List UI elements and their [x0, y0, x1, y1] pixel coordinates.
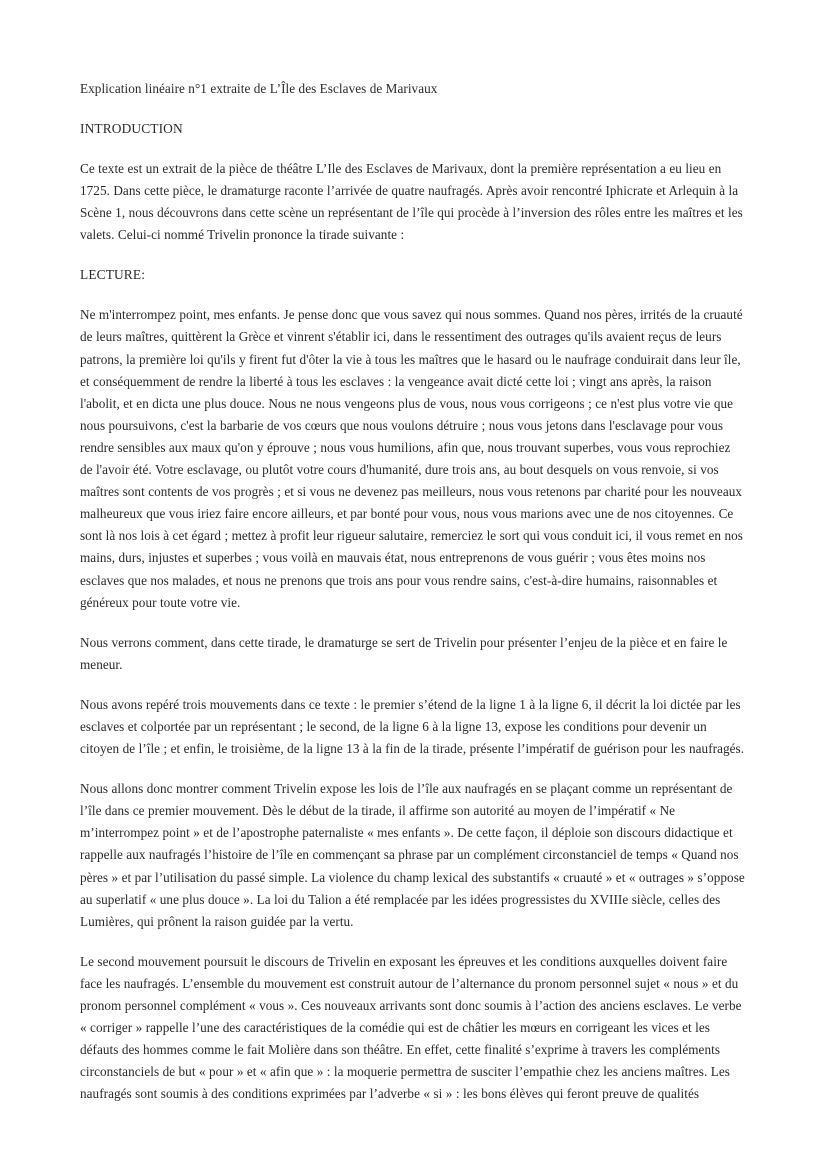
- heading-lecture: LECTURE:: [80, 267, 146, 283]
- paragraph-mouvements: Nous avons repéré trois mouvements dans ce texte : le premier s’étend de la ligne 1 à la ligne 6, il décrit la loi dictée par les esclaves et colportée par un représentant ; le second, de la ligne 6 à la ligne 13, expose les conditions pour devenir un citoyen de l’île ; et enfin, le troisième, de la ligne 13 à la fin de la tirade, présente l’impératif de guérison pour les naufragés.: [80, 696, 745, 757]
- paragraph-problematique: Nous verrons comment, dans cette tirade, le dramaturge se sert de Trivelin pour présenter l’enjeu de la pièce et en faire le meneur.: [80, 634, 728, 672]
- heading-introduction: INTRODUCTION: [80, 121, 183, 136]
- document-title: Explication linéaire n°1 extraite de L’Île des Esclaves de Marivaux: [80, 81, 438, 96]
- paragraph-introduction: Ce texte est un extrait de la pièce de théâtre L’Ile des Esclaves de Marivaux, dont la première représentation a eu lieu en 1725. Dans cette pièce, le dramaturge raconte l’arrivée de quatre naufragés. Après avoir rencontré Iphicrate et Arlequin à la Scène 1, nous découvrons dans cette scène un représentant de l’île qui procède à l’inversion des rôles entre les maîtres et les valets. Celui-ci nommé Trivelin prononce la tirade suivante :: [80, 161, 743, 243]
- paragraph-mouvement-1: Nous allons donc montrer comment Trivelin expose les lois de l’île aux naufragés en se plaçant comme un représentant de l’île dans ce premier mouvement. Dès le début de la tirade, il affirme son autorité au moyen de l’impératif « Ne m’interrompez point » et de l’apostrophe paternaliste « mes enfants ». De cette façon, il déploie son discours didactique et rappelle aux naufragés l’histoire de l’île en commençant sa phrase par un complément circonstanciel de temps « Quand nos pères » et par l’utilisation du passé simple. La violence du champ lexical des substantifs « cruauté » et « outrages » s’oppose au superlatif « une plus douce ». La loi du Talion a été remplacée par les idées progressistes du XVIIIe siècle, celles des Lumières, qui prônent la raison guidée par la vertu.: [80, 781, 745, 929]
- document-body: [80, 78, 745, 1105]
- paragraph-mouvement-2: Le second mouvement poursuit le discours de Trivelin en exposant les épreuves et les conditions auxquelles doivent faire face les naufragés. L’ensemble du mouvement est construit autour de l’alternance du pronom personnel sujet « nous » et du pronom personnel complément « vous ». Ces nouveaux arrivants sont donc soumis à l’action des anciens esclaves. Le verbe « corriger » rappelle l’une des caractéristiques de la comédie qui est de châtier les mœurs en corrigeant les vices et les défauts des hommes comme le fait Molière dans son théâtre. En effet, cette finalité s’exprime à travers les compléments circonstanciels de but « pour » et « afin que » : la moquerie permettra de susciter l’empathie chez les anciens maîtres. Les naufragés sont soumis à des conditions exprimées par l’adverbe « si » : les bons élèves qui feront preuve de qualités: [80, 953, 742, 1102]
- paragraph-tirade-quote: Ne m'interrompez point, mes enfants. Je pense donc que vous savez qui nous sommes. Quand nos pères, irrités de la cruauté de leurs maîtres, quittèrent la Grèce et vinrent s'établir ici, dans le ressentiment des outrages qu'ils avaient reçus de leurs patrons, la première loi qu'ils y firent fut d'ôter la vie à tous les maîtres que le hasard ou le naufrage conduirait dans leur île, et conséquemment de rendre la liberté à tous les esclaves : la vengeance avait dicté cette loi ; vingt ans après, la raison l'abolit, et en dicta une plus douce. Nous ne nous vengeons plus de vous, nous vous corrigeons ; ce n'est plus votre vie que nous poursuivons, c'est la barbarie de vos cœurs que nous voulons détruire ; nous vous jetons dans l'esclavage pour vous rendre sensibles aux maux qu'on y éprouve ; nous vous humilions, afin que, nous trouvant superbes, vous vous reprochiez de l'avoir été. Votre esclavage, ou plutôt votre cours d'humanité, dure trois ans, au bout desquels on vous renvoie, si vos maîtres sont contents de vos progrès ; et si vous ne devenez pas meilleurs, nous vous retenons par charité pour les nouveaux malheureux que vous iriez faire encore ailleurs, et par bonté pour vous, nous vous marions avec une de nos citoyennes. Ce sont là nos lois à cet égard ; mettez à profit leur rigueur salutaire, remerciez le sort qui vous conduit ici, il vous remet en nos mains, durs, injustes et superbes ; vous voilà en mauvais état, nous entreprenons de vous guérir ; vous êtes moins nos esclaves que nos malades, et nous ne prenons que trois ans pour vous rendre sains, c'est-à-dire humains, raisonnables et généreux pour toute votre vie.: [80, 307, 743, 610]
